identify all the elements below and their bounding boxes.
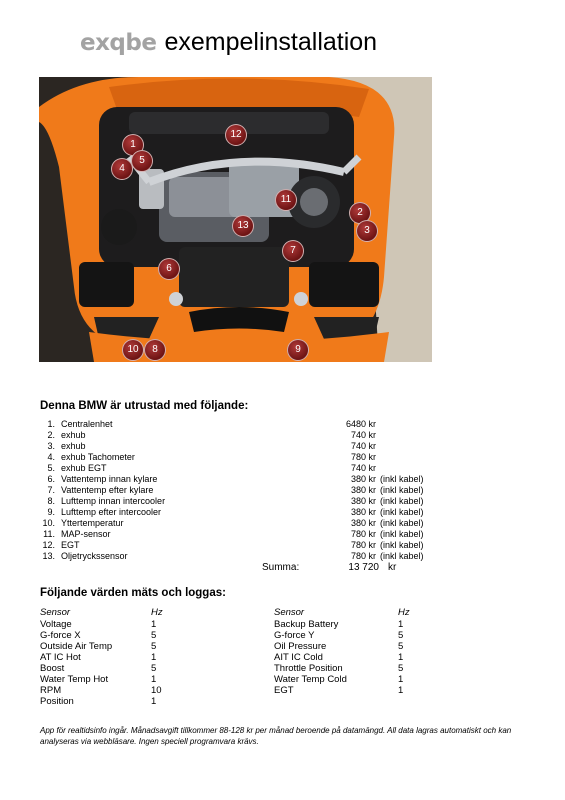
sensor-hz: 1 (398, 619, 404, 630)
item-num: 6. (47, 474, 55, 484)
col-hz-header: Hz (398, 607, 410, 618)
sensor-hz: 1 (151, 619, 157, 630)
item-num: 10. (42, 518, 55, 528)
item-note: (inkl kabel) (380, 474, 424, 484)
sensor-hz: 5 (398, 641, 404, 652)
sensor-hz: 1 (398, 674, 404, 685)
item-note: (inkl kabel) (380, 518, 424, 528)
sensor-name: EGT (274, 685, 294, 696)
item-price: 380 kr (350, 518, 376, 528)
item-price: 780 kr (350, 551, 376, 561)
table-row (274, 652, 474, 663)
table-row (40, 652, 240, 663)
sensors-heading: Följande värden mäts och loggas: (40, 587, 226, 599)
col-hz-header: Hz (151, 607, 163, 618)
sensor-hz: 1 (151, 652, 157, 663)
item-name: Vattentemp innan kylare (61, 474, 158, 484)
sensor-hz: 5 (151, 663, 157, 674)
sum-value: 13 720 (348, 562, 379, 573)
list-item (40, 540, 480, 551)
equipment-list (40, 419, 480, 562)
marker-4: 4 (111, 158, 133, 180)
marker-6: 6 (158, 258, 180, 280)
sensor-hz: 5 (398, 663, 404, 674)
table-row (40, 630, 240, 641)
sensor-name: Voltage (40, 619, 72, 630)
col-sensor-header: Sensor (40, 607, 71, 618)
table-row (274, 663, 474, 674)
marker-3: 3 (356, 220, 378, 242)
sensor-name: Throttle Position (274, 663, 343, 674)
list-item (40, 518, 480, 529)
sum-row (40, 562, 480, 574)
marker-13: 13 (232, 215, 254, 237)
sum-unit: kr (388, 562, 397, 573)
marker-2: 2 (349, 202, 371, 224)
list-item (40, 419, 480, 430)
item-name: exhub EGT (61, 463, 107, 473)
sensor-hz: 1 (398, 652, 404, 663)
table-row (274, 685, 474, 696)
item-name: EGT (61, 540, 80, 550)
marker-5: 5 (131, 150, 153, 172)
item-note: (inkl kabel) (380, 529, 424, 539)
sensor-name: AIT IC Cold (274, 652, 323, 663)
sensor-name: Position (40, 696, 74, 707)
item-note: (inkl kabel) (380, 485, 424, 495)
list-item (40, 529, 480, 540)
item-name: Lufttemp innan intercooler (61, 496, 166, 506)
sensor-name: G-force X (40, 630, 81, 641)
sensor-hz: 10 (151, 685, 162, 696)
table-row (274, 674, 474, 685)
item-num: 3. (47, 441, 55, 451)
list-item (40, 452, 480, 463)
table-row (40, 696, 240, 707)
table-row (40, 619, 240, 630)
sensor-hz: 1 (151, 696, 157, 707)
list-item (40, 430, 480, 441)
sensor-hz: 1 (398, 685, 404, 696)
equipment-heading: Denna BMW är utrustad med följande: (40, 400, 249, 412)
sum-label: Summa: (262, 562, 300, 573)
list-item (40, 551, 480, 562)
page-header (80, 28, 377, 62)
list-item (40, 441, 480, 452)
list-item (40, 485, 480, 496)
sensor-hz: 5 (151, 641, 157, 652)
sensor-name: Water Temp Cold (274, 674, 347, 685)
item-num: 8. (47, 496, 55, 506)
marker-10: 10 (122, 339, 144, 361)
list-item (40, 507, 480, 518)
item-num: 4. (47, 452, 55, 462)
marker-1: 1 (122, 134, 144, 156)
engine-photo (39, 77, 432, 362)
item-price: 780 kr (350, 452, 376, 462)
item-name: Oljetryckssensor (61, 551, 128, 561)
item-num: 11. (43, 529, 55, 539)
item-name: Yttertemperatur (61, 518, 124, 528)
sensor-name: AT IC Hot (40, 652, 81, 663)
item-num: 13. (42, 551, 55, 561)
table-row (274, 641, 474, 652)
sensor-table-right (274, 607, 474, 696)
marker-11: 11 (275, 189, 297, 211)
marker-12: 12 (225, 124, 247, 146)
item-price: 380 kr (350, 507, 376, 517)
item-note: (inkl kabel) (380, 540, 424, 550)
item-name: exhub (61, 441, 86, 451)
sensor-name: Boost (40, 663, 65, 674)
item-num: 12. (42, 540, 55, 550)
item-price: 380 kr (350, 496, 376, 506)
sensor-name: Water Temp Hot (40, 674, 109, 685)
table-row (40, 685, 240, 696)
item-name: Lufttemp efter intercooler (61, 507, 162, 517)
item-note: (inkl kabel) (380, 496, 424, 506)
table-row (274, 630, 474, 641)
table-row (40, 641, 240, 652)
sensor-hz: 1 (151, 674, 157, 685)
sensor-name: Backup Battery (274, 619, 339, 630)
sensor-hz: 5 (151, 630, 157, 641)
item-price: 780 kr (350, 540, 376, 550)
item-price: 780 kr (350, 529, 376, 539)
sensor-name: Outside Air Temp (40, 641, 113, 652)
item-num: 9. (47, 507, 55, 517)
list-item (40, 474, 480, 485)
item-price: 740 kr (350, 430, 376, 440)
col-sensor-header: Sensor (274, 607, 305, 618)
sensor-name: Oil Pressure (274, 641, 327, 652)
item-name: Centralenhet (61, 419, 113, 429)
list-item (40, 463, 480, 474)
sensor-name: RPM (40, 685, 62, 696)
list-item (40, 496, 480, 507)
brand-logo: exqbe (80, 30, 157, 56)
item-note: (inkl kabel) (380, 551, 424, 561)
table-row (40, 674, 240, 685)
item-name: exhub (61, 430, 86, 440)
sensor-table-header (274, 607, 474, 619)
item-price: 380 kr (350, 485, 376, 495)
item-name: exhub Tachometer (61, 452, 135, 462)
sensor-hz: 5 (398, 630, 404, 641)
table-row (40, 663, 240, 674)
item-name: Vattentemp efter kylare (61, 485, 154, 495)
marker-8: 8 (144, 339, 166, 361)
item-num: 5. (47, 463, 55, 473)
item-num: 2. (47, 430, 55, 440)
item-note: (inkl kabel) (380, 507, 424, 517)
sensor-table-left (40, 607, 240, 707)
item-num: 1. (47, 419, 55, 429)
item-price: 740 kr (350, 441, 376, 451)
item-name: MAP-sensor (61, 529, 111, 539)
table-row (274, 619, 474, 630)
item-price: 380 kr (350, 474, 376, 484)
item-num: 7. (47, 485, 55, 495)
item-price: 6480 kr (345, 419, 376, 429)
page-title: exempelinstallation (164, 28, 378, 56)
marker-9: 9 (287, 339, 309, 361)
marker-7: 7 (282, 240, 304, 262)
item-price: 740 kr (350, 463, 376, 473)
sensor-table-header (40, 607, 240, 619)
sensor-name: G-force Y (274, 630, 315, 641)
footer-note: App för realtidsinfo ingår. Månadsavgift tillkommer 88-128 kr per månad beroende på datamängd. All data lagras automatiskt och kan analyseras via webbläsare. Ingen speciell programvara krävs. (40, 726, 512, 746)
